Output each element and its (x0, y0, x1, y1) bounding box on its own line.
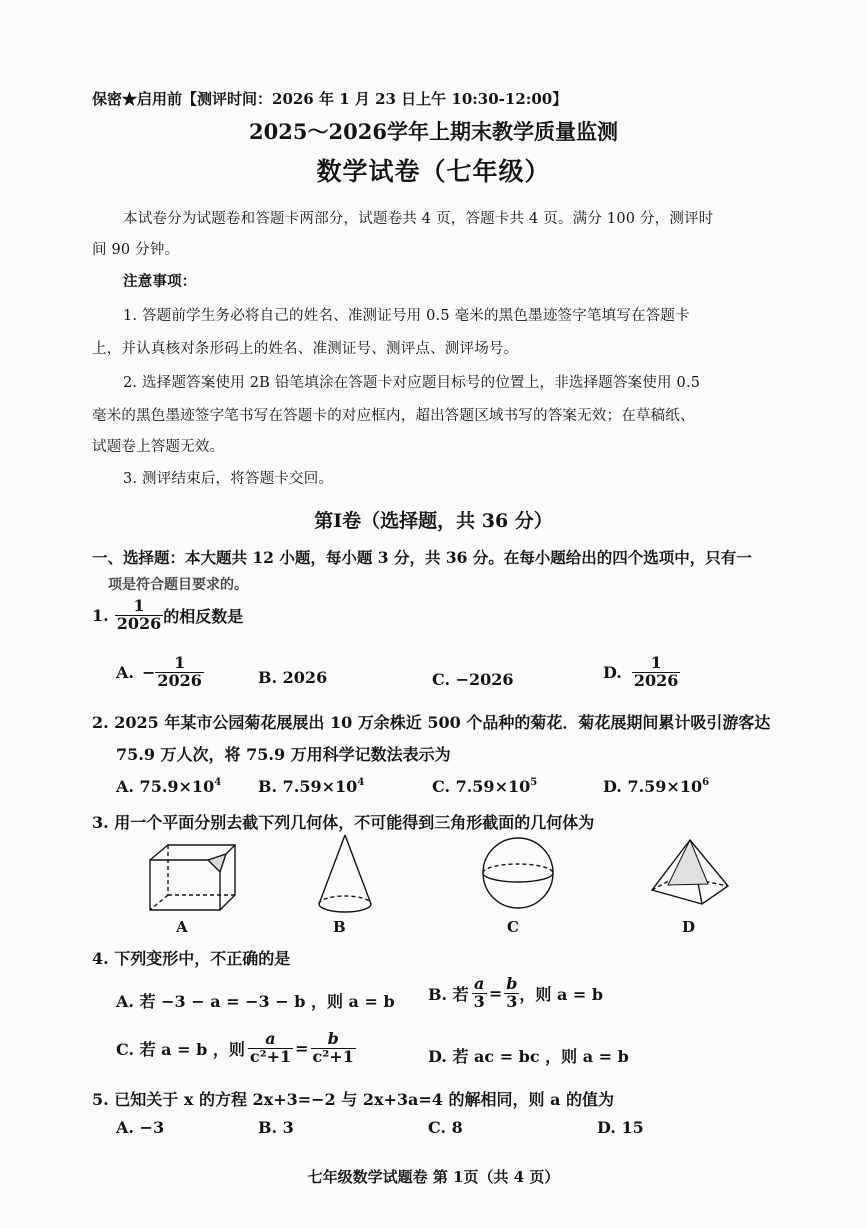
equals-sign: = (488, 983, 503, 1003)
page-footer: 七年级数学试题卷 第 1页（共 4 页） (307, 1168, 560, 1186)
q5-option-b[interactable]: B. 3 (258, 1118, 294, 1137)
note-2-line-1: 2. 选择题答案使用 2B 铅笔填涂在答题卡对应题目标号的位置上，非选择题答案使用 0.5 (123, 375, 701, 391)
figure-label-a: A (176, 918, 188, 936)
cuboid-figure (140, 840, 240, 920)
question-1 (92, 598, 243, 633)
option-text: B. 若 (428, 984, 469, 1004)
q1-option-c[interactable]: C. −2026 (432, 670, 514, 689)
exam-subtitle: 数学试卷（七年级） (316, 157, 551, 186)
fraction-numerator: 1 (650, 653, 662, 672)
confidential-header: 保密★启用前【测评时间：2026 年 1 月 23 日上午 10:30-12:00】 (92, 90, 568, 108)
option-label: A. (116, 662, 134, 682)
option-d-fraction (632, 655, 681, 690)
note-2-line-2: 毫米的黑色墨迹签字笔书写在答题卡的对应框内，超出答题区域书写的答案无效；在草稿纸、 (92, 408, 695, 424)
option-text: B. 7.59×10 (258, 777, 358, 796)
question-2-line-1: 2. 2025 年某市公园菊花展展出 10 万余株近 500 个品种的菊花．菊花展期间累计吸引游客达 (92, 713, 771, 732)
question-1-text: 的相反数是 (163, 606, 244, 626)
q1-option-b[interactable]: B. 2026 (258, 668, 328, 687)
fraction-b-over-3 (504, 976, 519, 1011)
question-3: 3. 用一个平面分别去截下列几何体，不可能得到三角形截面的几何体为 (92, 813, 595, 832)
exponent: 5 (530, 777, 538, 788)
q2-option-d[interactable] (603, 777, 709, 796)
question-4: 4. 下列变形中，不正确的是 (92, 949, 291, 968)
q4-option-b[interactable] (428, 976, 603, 1011)
note-3: 3. 测评结束后，将答题卡交回。 (123, 471, 334, 487)
note-1-line-2: 上，并认真核对条形码上的姓名、准测证号、测评点、测评场号。 (92, 341, 519, 357)
exam-title: 2025～2026学年上期末教学质量监测 (249, 119, 618, 144)
sphere-figure (480, 833, 556, 913)
q4-option-c[interactable] (116, 1031, 356, 1066)
pyramid-figure (648, 838, 732, 910)
q2-option-b[interactable] (258, 777, 364, 796)
fraction-denominator: 2026 (633, 670, 679, 690)
fraction-numerator: a (474, 974, 485, 993)
fraction-denominator: 2026 (116, 613, 162, 633)
equals-sign: = (295, 1038, 309, 1058)
question-2-line-2: 75.9 万人次，将 75.9 万用科学记数法表示为 (116, 745, 451, 764)
option-text: C. 若 a = b ，则 (116, 1039, 245, 1059)
intro-line-2: 间 90 分钟。 (92, 242, 180, 258)
fraction-numerator: 1 (174, 653, 186, 672)
option-a-fraction (155, 655, 204, 690)
question-5: 5. 已知关于 x 的方程 2x+3=−2 与 2x+3a=4 的解相同，则 a 的值为 (92, 1090, 615, 1109)
notes-heading: 注意事项： (123, 273, 197, 290)
q4-option-d[interactable]: D. 若 ac = bc ，则 a = b (428, 1047, 629, 1066)
figure-label-d: D (682, 918, 696, 936)
fraction-numerator: b (327, 1029, 339, 1048)
q1-option-d[interactable] (603, 655, 680, 690)
q5-option-d[interactable]: D. 15 (597, 1118, 644, 1137)
fraction-numerator: 1 (133, 596, 145, 615)
option-text: ，则 a = b (519, 984, 604, 1004)
option-label: D. (603, 662, 622, 682)
section-instruction-line-1: 一、选择题：本大题共 12 小题，每小题 3 分，共 36 分。在每小题给出的四个选项中，只有一 (92, 548, 752, 567)
figure-label-b: B (333, 918, 346, 936)
q5-option-c[interactable]: C. 8 (428, 1118, 463, 1137)
option-text: D. 7.59×10 (603, 777, 703, 796)
q2-option-c[interactable] (432, 777, 537, 796)
note-1-line-1: 1. 答题前学生务必将自己的姓名、准测证号用 0.5 毫米的黑色墨迹签字笔填写在答题卡 (123, 308, 690, 324)
minus-sign: − (141, 662, 156, 682)
fraction-a-over-3 (472, 976, 487, 1011)
section-instruction-line-2: 项是符合题目要求的。 (108, 577, 248, 593)
exponent: 4 (357, 777, 365, 788)
exponent: 6 (702, 777, 710, 788)
fraction-denominator: 3 (506, 991, 518, 1011)
option-text: A. 75.9×10 (116, 777, 215, 796)
fraction-denominator: 3 (473, 991, 485, 1011)
q1-option-a[interactable] (116, 655, 204, 690)
exponent: 4 (214, 777, 222, 788)
question-1-number: 1. (92, 605, 109, 625)
q4-option-a[interactable]: A. 若 −3 − a = −3 − b ，则 a = b (116, 992, 395, 1011)
option-text: C. 7.59×10 (432, 777, 531, 796)
fraction-denominator: c²+1 (312, 1046, 354, 1066)
fraction-a-over-c2-plus-1 (248, 1031, 293, 1066)
fraction-numerator: b (506, 974, 518, 993)
fraction-b-over-c2-plus-1 (311, 1031, 356, 1066)
fraction-denominator: c²+1 (249, 1046, 292, 1066)
fraction-numerator: a (265, 1029, 276, 1048)
note-2-line-3: 试题卷上答题无效。 (92, 439, 225, 455)
fraction-denominator: 2026 (157, 670, 202, 690)
figure-label-c: C (507, 918, 519, 936)
q2-option-a[interactable] (116, 777, 221, 796)
section-title: 第I卷（选择题，共 36 分） (314, 510, 553, 532)
intro-line-1: 本试卷分为试题卷和答题卡两部分，试题卷共 4 页，答题卡共 4 页。满分 100 分，测评时 (123, 211, 714, 227)
question-1-fraction (115, 598, 164, 633)
cone-figure (315, 832, 375, 922)
q5-option-a[interactable]: A. −3 (116, 1118, 165, 1137)
